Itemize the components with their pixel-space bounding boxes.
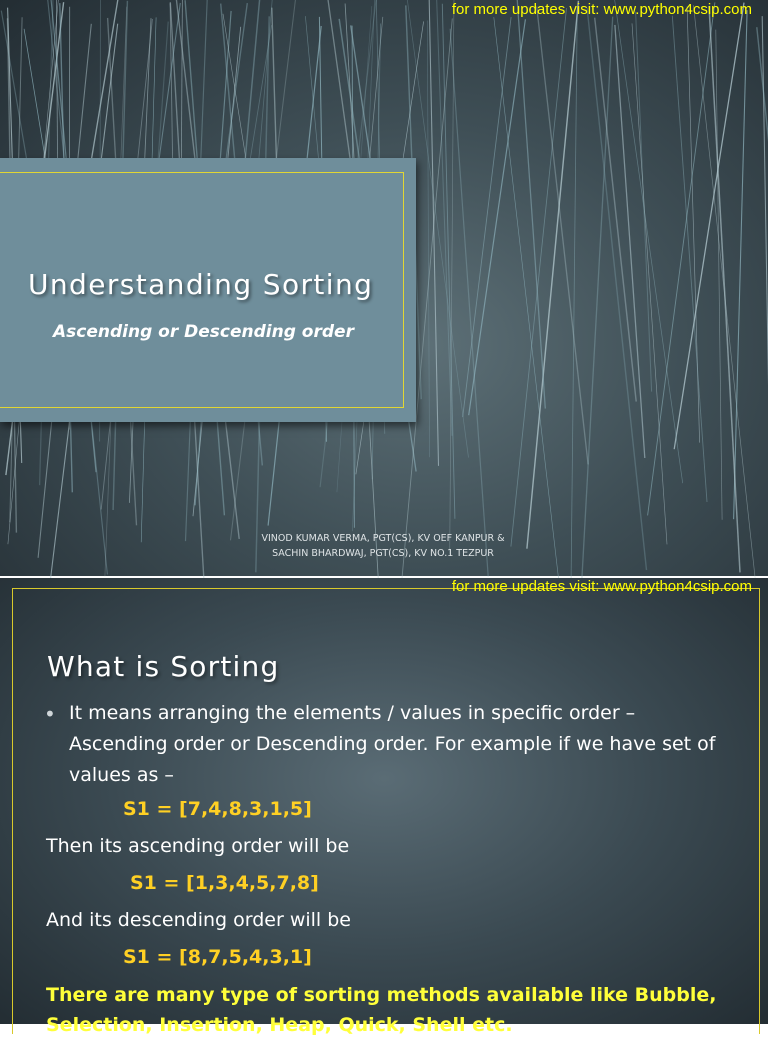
content-slide	[0, 578, 768, 1036]
background-line	[517, 0, 546, 409]
example-unsorted-list: S1 = [7,4,8,3,1,5]	[123, 798, 312, 820]
slide-title: Understanding Sorting	[28, 268, 374, 301]
background-line	[511, 8, 567, 547]
background-line	[429, 0, 438, 466]
watermark-text: for more updates visit: www.python4csip.com	[451, 578, 752, 595]
background-line	[614, 0, 683, 483]
bullet-paragraph: It means arranging the elements / values in specific order – Ascending order or Descending order. For example if we have set of values as –	[69, 702, 716, 786]
background-line	[595, 18, 637, 402]
sorting-methods-text: There are many type of sorting methods available like Bubble, Selection, Insertion, Heap, Quick, Shell etc.	[46, 984, 717, 1036]
example-descending-list: S1 = [8,7,5,4,3,1]	[123, 946, 312, 968]
author-credits	[218, 531, 548, 561]
ascending-intro-text: Then its ascending order will be	[46, 835, 350, 857]
background-line	[587, 8, 646, 570]
background-line	[709, 6, 740, 573]
background-line	[636, 12, 652, 392]
background-line	[450, 29, 488, 577]
bullet-icon: •	[44, 702, 56, 726]
background-line	[674, 3, 744, 450]
background-line	[427, 21, 429, 458]
author-line-2: SACHIN BHARDWAJ, PGT(CS), KV NO.1 TEZPUR	[272, 548, 494, 559]
background-line	[716, 30, 722, 520]
background-line	[648, 2, 715, 515]
background-line	[571, 12, 577, 578]
background-line	[463, 17, 511, 417]
slide-heading: What is Sorting	[47, 650, 280, 683]
background-line	[442, 4, 455, 519]
author-line-1: VINOD KUMAR VERMA, PGT(CS), KV OEF KANPUR &	[261, 533, 505, 544]
descending-intro-text: And its descending order will be	[46, 909, 351, 931]
watermark-text: for more updates visit: www.python4csip.com	[451, 1, 752, 18]
background-line	[632, 23, 667, 544]
slide-subtitle: Ascending or Descending order	[53, 322, 354, 342]
example-ascending-list: S1 = [1,3,4,5,7,8]	[130, 872, 319, 894]
background-line	[527, 1, 579, 549]
background-line	[494, 17, 559, 584]
